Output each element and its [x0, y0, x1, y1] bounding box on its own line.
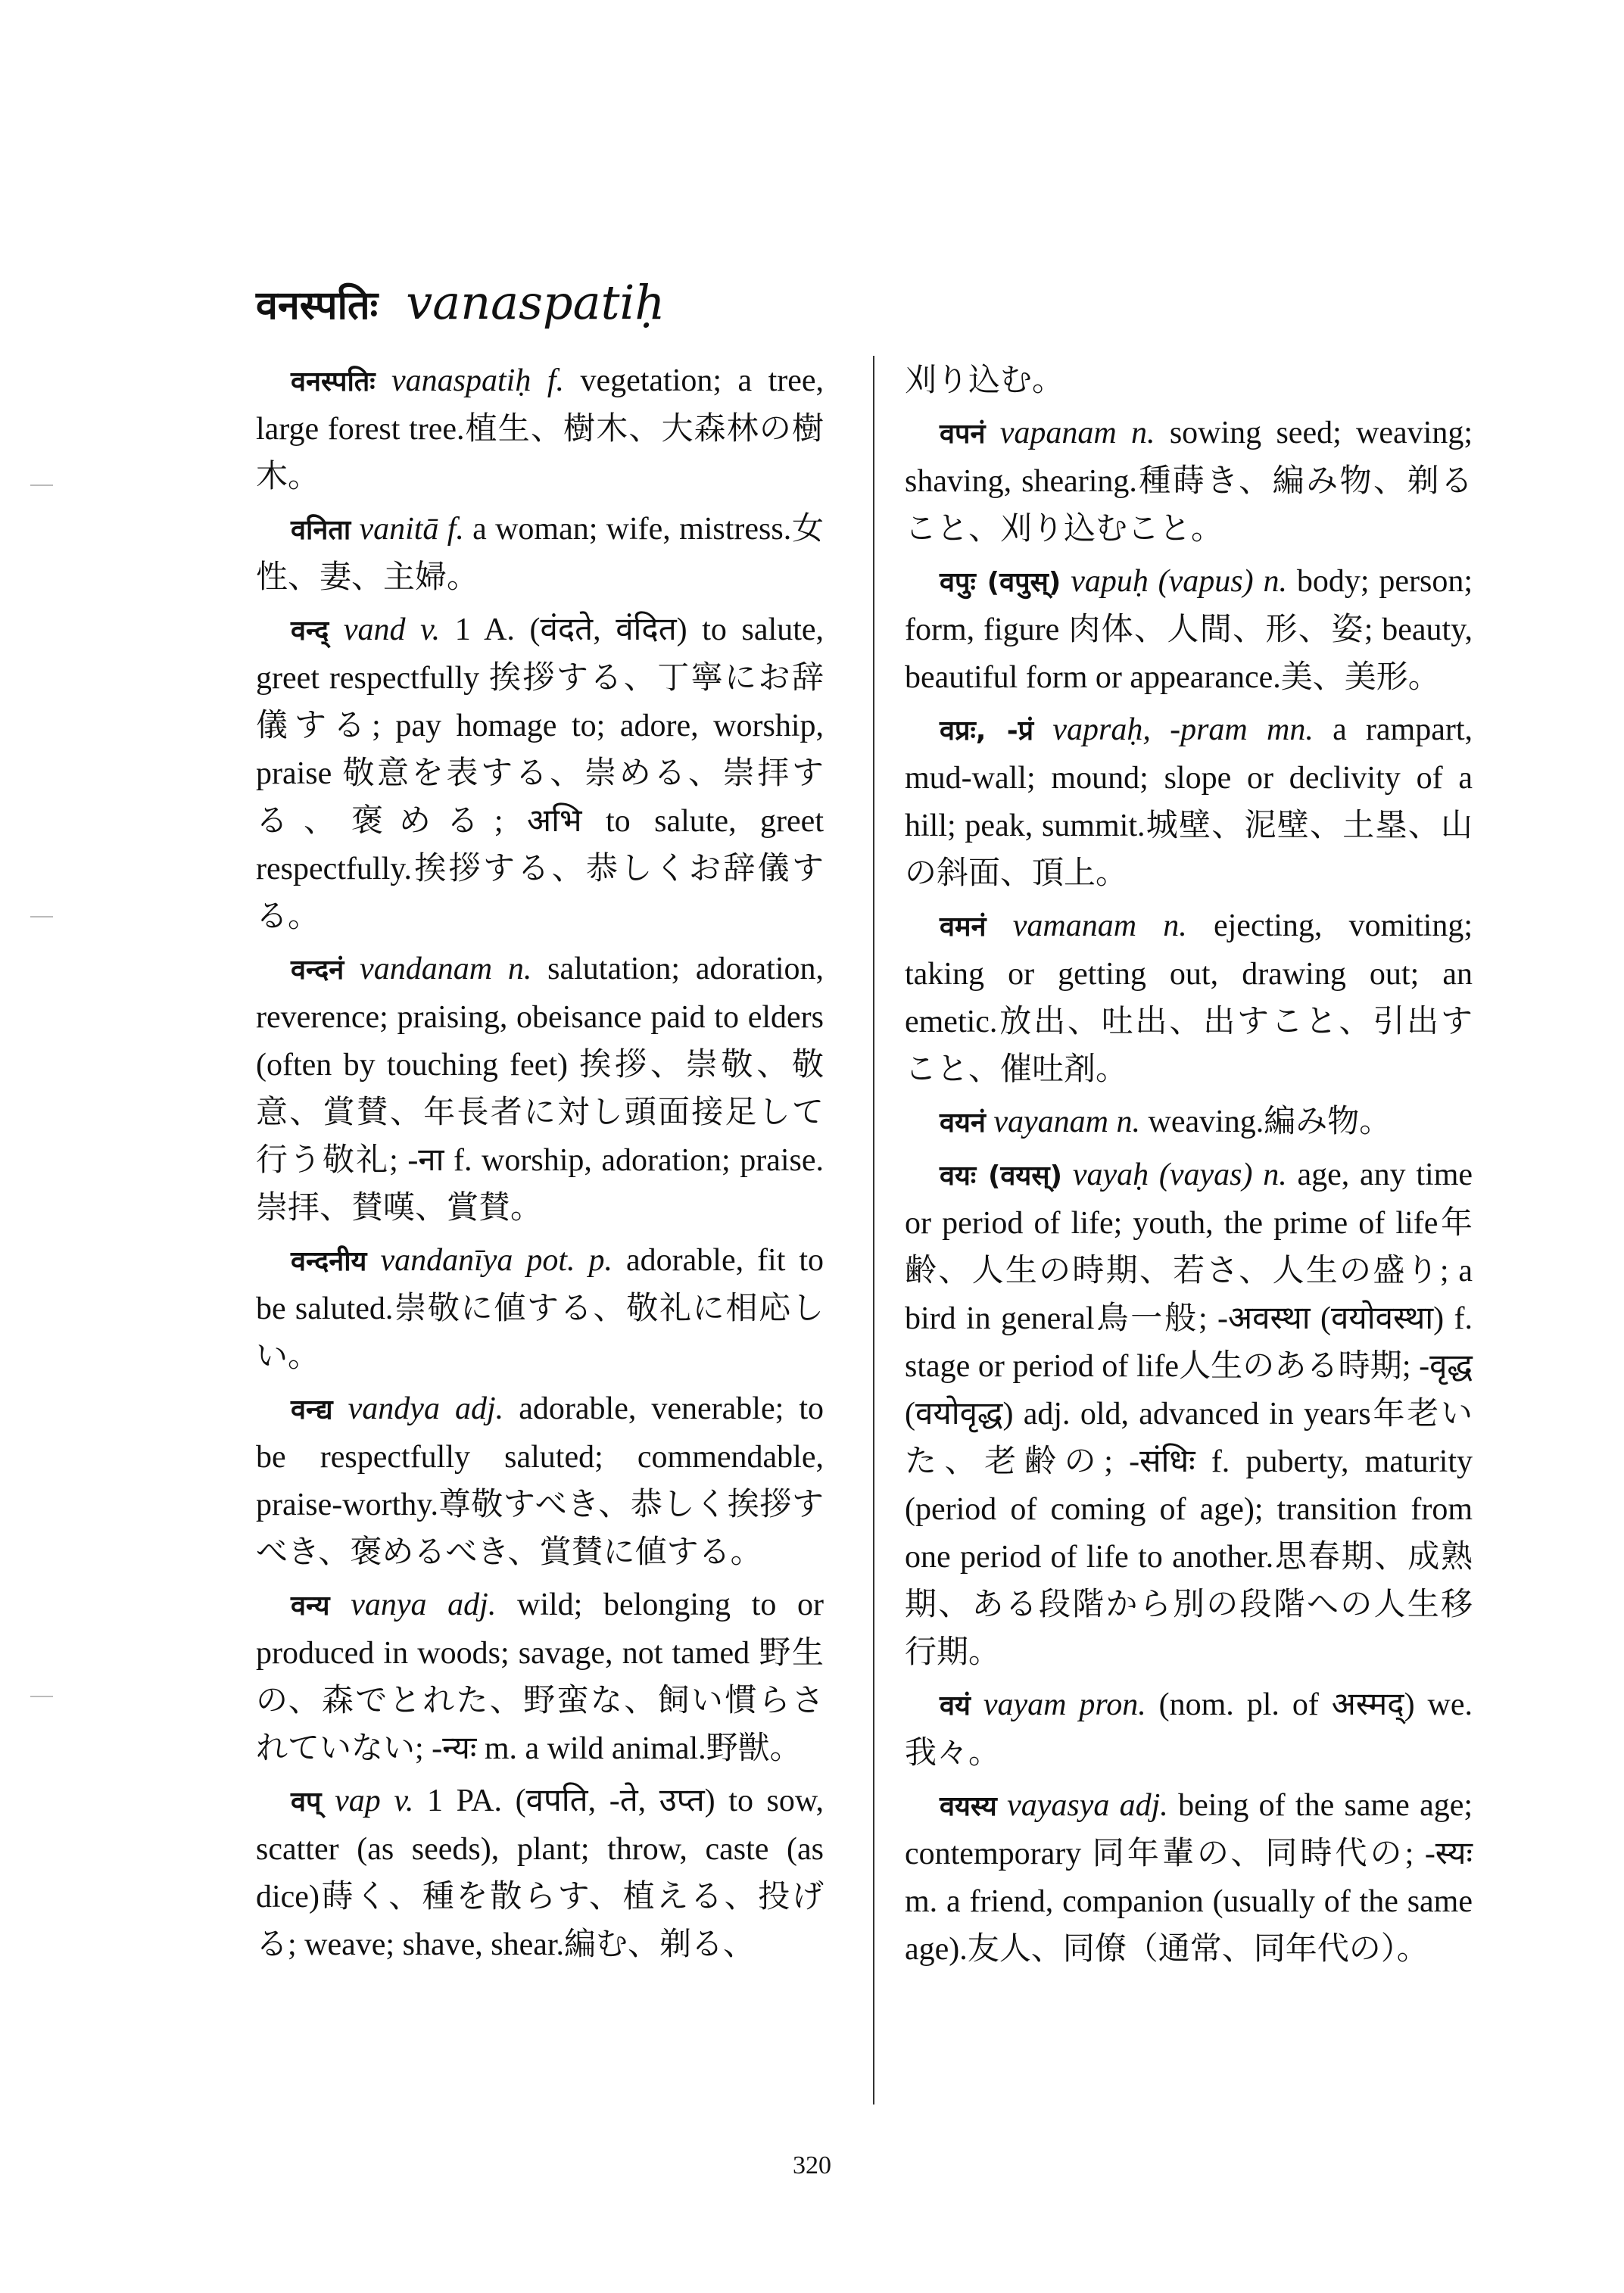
entry-headword: वन्दनं	[291, 955, 344, 986]
dictionary-entry	[905, 410, 1473, 553]
entry-transliteration: vapuḥ (vapus)	[1071, 564, 1254, 599]
entry-definition: wild; belonging to or produced in woods; savage, not tamed 野生の、森でとれた、野蛮な、飼い慣らされていない; -न्यः m. a wild animal.野獣。	[256, 1587, 824, 1766]
entry-grammar: v.	[394, 1784, 414, 1818]
header-transliteration: vanaspatiḥ	[406, 275, 665, 330]
entry-grammar: n.	[507, 952, 532, 986]
entry-continuation	[905, 357, 1473, 405]
entry-headword: वमनं	[940, 911, 987, 942]
dictionary-entry	[256, 946, 824, 1232]
dictionary-entry	[256, 357, 824, 501]
entry-grammar: n.	[1163, 908, 1187, 943]
entry-headword: वयं	[940, 1690, 971, 1721]
entry-transliteration: vamanam	[1012, 908, 1137, 943]
entry-transliteration: vayasya	[1007, 1788, 1110, 1823]
dictionary-entry	[256, 606, 824, 941]
entry-definition: a woman; wife, mistress.女性、妻、主婦。	[256, 512, 824, 595]
page-number: 320	[793, 2151, 831, 2179]
entry-grammar: adj.	[447, 1587, 497, 1622]
entry-transliteration: vayam	[983, 1687, 1067, 1722]
entry-transliteration: vandya	[348, 1391, 440, 1426]
entry-definition: age, any time or period of life; youth, the prime of life年齢、人生の時期、若さ、人生の盛り; a bird in general鳥一般; -अवस्था (वयोवस्था) f. stage or period of life人生のある時期; -वृद्ध (वयोवृद्ध) adj. old, advanced in years年老いた、老齢の; -संधिः f. puberty, maturity (period of coming of age); transition from one period of life to another.思春期、成熟期、ある段階から別の段階への人生移行期。	[905, 1157, 1473, 1670]
entry-headword: वनस्पतिः	[291, 366, 376, 397]
entry-definition: adorable, venerable; to be respectfully saluted; commendable, praise-worthy.尊敬すべき、恭しく挨拶すべき、褒めるべき、賞賛に値する。	[256, 1391, 824, 1570]
entry-transliteration: vand	[343, 612, 406, 647]
dictionary-entry	[905, 902, 1473, 1094]
entry-headword: वप्रः, -प्रं	[940, 715, 1034, 746]
header-headword: वनस्पतिः	[256, 283, 379, 329]
scan-margin-mark	[30, 916, 53, 918]
entry-headword: वनिता	[291, 515, 351, 546]
scan-margin-mark	[30, 1696, 53, 1697]
entry-transliteration: vayanam	[993, 1104, 1109, 1139]
scan-margin-mark	[30, 484, 53, 486]
entry-definition: ejecting, vomiting; taking or getting out, drawing out; an emetic.放出、吐出、出すこと、引出すこと、催吐剤。	[905, 908, 1473, 1087]
running-header	[256, 273, 665, 336]
entry-headword: वपनं	[940, 419, 986, 450]
dictionary-entry	[256, 1777, 824, 1969]
column-divider	[873, 356, 874, 2105]
entry-definition: salutation; adoration, reverence; praising, obeisance paid to elders (often by touching feet) 挨拶、崇敬、敬意、賞賛、年長者に対し頭面接足して行う敬礼; -ना f. worship, adoration; praise.崇拝、賛嘆、賞賛。	[256, 952, 824, 1226]
entry-definition: weaving.編み物。	[1148, 1104, 1392, 1139]
entry-headword: वन्य	[291, 1590, 330, 1622]
dictionary-entry	[905, 1782, 1473, 1974]
right-column	[905, 357, 1473, 1978]
dictionary-entry	[905, 706, 1473, 898]
dictionary-entry	[905, 558, 1473, 702]
dictionary-entry	[905, 1151, 1473, 1677]
entry-transliteration: vanya	[351, 1587, 427, 1622]
entry-definition: a rampart, mud-wall; mound; slope or declivity of a hill; peak, summit.城壁、泥壁、土塁、山の斜面、頂上。	[905, 712, 1473, 891]
entry-headword: वप्	[291, 1787, 322, 1818]
entry-definition: 1 A. (वंदते, वंदित) to salute, greet respectfully 挨拶する、丁寧にお辞儀する; pay homage to; adore, worship, praise 敬意を表する、崇める、崇拝する、褒める; अभि to salute, greet respectfully.挨拶する、恭しくお辞儀する。	[256, 612, 824, 934]
entry-grammar: mn.	[1266, 712, 1314, 747]
dictionary-entry	[905, 1098, 1473, 1147]
entry-grammar: n.	[1131, 416, 1155, 450]
entry-headword: वयस्य	[940, 1791, 997, 1822]
entry-definition: vegetation; a tree, large forest tree.植生、樹木、大森林の樹木。	[256, 363, 824, 494]
entry-transliteration: vanaspatiḥ	[391, 363, 531, 398]
entry-headword: वन्द्	[291, 615, 329, 646]
entry-definition: 刈り込む。	[905, 363, 1064, 398]
entry-definition: (nom. pl. of अस्मद्) we.我々。	[905, 1687, 1473, 1771]
entry-grammar: f.	[547, 363, 564, 398]
entry-definition: sowing seed; weaving; shaving, shearing.種蒔き、編み物、剃ること、刈り込むこと。	[905, 416, 1473, 547]
entry-transliteration: vapraḥ, -pram	[1052, 712, 1248, 747]
entry-headword: वन्द्य	[291, 1394, 333, 1425]
entry-grammar: n.	[1263, 564, 1287, 599]
entry-grammar: n.	[1263, 1157, 1287, 1192]
entry-transliteration: vanitā	[359, 512, 439, 547]
entry-grammar: n.	[1116, 1104, 1141, 1139]
dictionary-entry	[256, 506, 824, 602]
entry-grammar: adj.	[1119, 1788, 1168, 1823]
entry-grammar: v.	[420, 612, 441, 647]
entry-transliteration: vandanam	[360, 952, 493, 986]
entry-grammar: pron.	[1079, 1687, 1146, 1722]
entry-headword: वपुः (वपुस्)	[940, 567, 1061, 598]
dictionary-entry	[256, 1581, 824, 1773]
entry-transliteration: vandanīya	[380, 1243, 513, 1278]
dictionary-entry	[256, 1385, 824, 1577]
dictionary-entry	[256, 1237, 824, 1381]
dictionary-entry	[905, 1681, 1473, 1777]
entry-headword: वन्दनीय	[291, 1246, 367, 1277]
entry-definition: body; person; form, figure 肉体、人間、形、姿; beauty, beautiful form or appearance.美、美形。	[905, 564, 1473, 695]
entry-transliteration: vap	[335, 1784, 381, 1818]
entry-transliteration: vayaḥ (vayas)	[1072, 1157, 1253, 1192]
entry-grammar: pot. p.	[526, 1243, 613, 1278]
entry-headword: वयः (वयस्)	[940, 1161, 1063, 1192]
entry-grammar: adj.	[455, 1391, 504, 1426]
entry-definition: being of the same age; contemporary 同年輩の、同時代の; -स्यः m. a friend, companion (usually of the same age).友人、同僚（通常、同年代の）。	[905, 1788, 1473, 1967]
entry-definition: adorable, fit to be saluted.崇敬に値する、敬礼に相応しい。	[256, 1243, 824, 1374]
entry-transliteration: vapanam	[999, 416, 1117, 450]
entry-grammar: f.	[447, 512, 464, 547]
entry-headword: वयनं	[940, 1108, 986, 1139]
left-column	[256, 357, 824, 1974]
entry-definition: 1 PA. (वपति, -ते, उप्त) to sow, scatter (as seeds), plant; throw, caste (as dice)蒔く、種を散らす、植える、投げる; weave; shave, shear.編む、剃る、	[256, 1784, 824, 1962]
